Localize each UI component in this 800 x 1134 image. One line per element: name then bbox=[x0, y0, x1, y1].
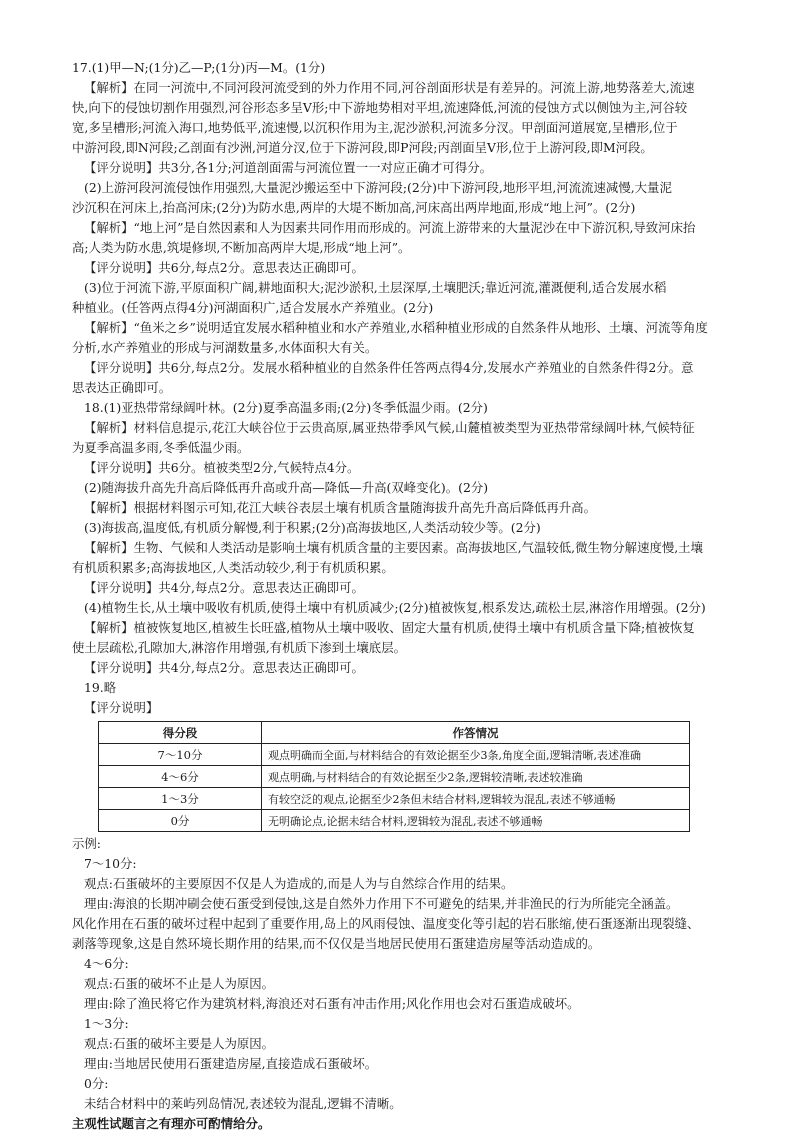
text-line: 理由:除了渔民将它作为建筑材料,海浪还对石蛋有冲击作用;风化作用也会对石蛋造成破坏。 bbox=[84, 996, 580, 1011]
text-line: 18.(1)亚热带常绿阔叶林。(2分)夏季高温多雨;(2分)冬季低温少雨。(2分) bbox=[84, 400, 488, 415]
text-line: 沙沉积在河床上,抬高河床;(2分)为防水患,两岸的大堤不断加高,河床高出两岸地面,形成“地上河”。(2分) bbox=[72, 200, 636, 215]
text-line: 19.略 bbox=[84, 680, 117, 695]
text-line: 示例: bbox=[72, 836, 101, 851]
score-segment: 7～10分 bbox=[99, 744, 262, 766]
text-line: 0分: bbox=[84, 1076, 109, 1091]
text-line: 17.(1)甲—N;(1分)乙—P;(1分)丙—M。(1分) bbox=[72, 60, 326, 75]
text-line: 【评分说明】共6分,每点2分。发展水稻种植业的自然条件任答两点得4分,发展水产养殖业的自然条件得2分。意 bbox=[84, 360, 694, 375]
text-line: 有机质积累多;高海拔地区,人类活动较少,利于有机质积累。 bbox=[72, 560, 394, 575]
text-line: 使土层疏松,孔隙加大,淋溶作用增强,有机质下渗到土壤底层。 bbox=[72, 640, 406, 655]
text-line: 未结合材料中的莱屿列岛情况,表述较为混乱,逻辑不清晰。 bbox=[84, 1096, 402, 1111]
text-line: 宽,多呈槽形;河流入海口,地势低平,流速慢,以沉积作用为主,泥沙淤积,河流多分汊。甲剖面河道展宽,呈槽形,位于 bbox=[72, 120, 678, 135]
text-line: 思表达正确即可。 bbox=[72, 380, 172, 395]
table-row bbox=[99, 810, 690, 832]
text-line: 【解析】“地上河”是自然因素和人为因素共同作用而形成的。河流上游带来的大量泥沙在中下游沉积,导致河床抬 bbox=[84, 220, 696, 235]
answer-description: 有较空泛的观点,论据至少2条但未结合材料,逻辑较为混乱,表述不够通畅 bbox=[262, 788, 690, 810]
score-segment: 4～6分 bbox=[99, 766, 262, 788]
text-line: (2)上游河段河流侵蚀作用强烈,大量泥沙搬运至中下游河段;(2分)中下游河段,地形平坦,河流流速减慢,大量泥 bbox=[84, 180, 672, 195]
text-line: 【解析】在同一河流中,不同河段河流受到的外力作用不同,河谷剖面形状是有差异的。河流上游,地势落差大,流速 bbox=[84, 80, 695, 95]
text-line: 观点:石蛋的破坏主要是人为原因。 bbox=[84, 1036, 275, 1051]
text-line: 【评分说明】共3分,各1分;河道剖面需与河流位置一一对应正确才可得分。 bbox=[84, 160, 492, 175]
text-line: 观点:石蛋破坏的主要原因不仅是人为造成的,而是人为与自然综合作用的结果。 bbox=[84, 876, 514, 891]
answer-key-page bbox=[72, 58, 712, 1134]
text-line: 分析,水产养殖业的形成与河湖数量多,水体面积大有关。 bbox=[72, 340, 378, 355]
text-line: 中游河段,即N河段;乙剖面有沙洲,河道分汊,位于下游河段,即P河段;丙剖面呈V形,位于上游河段,即M河段。 bbox=[72, 140, 653, 155]
header-score-segment: 得分段 bbox=[99, 722, 262, 744]
text-line: 【解析】生物、气候和人类活动是影响土壤有机质含量的主要因素。高海拔地区,气温较低,微生物分解速度慢,土壤 bbox=[84, 540, 703, 555]
text-line: 风化作用在石蛋的破坏过程中起到了重要作用,岛上的风雨侵蚀、温度变化等引起的岩石胀缩,使石蛋逐渐出现裂缝、 bbox=[72, 916, 700, 931]
text-line: 高;人类为防水患,筑堤修坝,不断加高两岸大堤,形成“地上河”。 bbox=[72, 240, 411, 255]
text-line: 【评分说明】 bbox=[84, 700, 159, 715]
text-line: 【解析】根据材料图示可知,花江大峡谷表层土壤有机质含量随海拔升高先升高后降低再升高。 bbox=[84, 500, 596, 515]
score-segment: 1～3分 bbox=[99, 788, 262, 810]
text-line: 剥落等现象,这是自然环境长期作用的结果,而不仅仅是当地居民使用石蛋建造房屋等活动造成的。 bbox=[72, 936, 601, 951]
text-line: 快,向下的侵蚀切割作用强烈,河谷形态多呈V形;中下游地势相对平坦,流速降低,河流的侵蚀方式以侧蚀为主,河谷较 bbox=[72, 100, 688, 115]
scoring-table-header-row bbox=[99, 722, 690, 744]
header-answer-situation: 作答情况 bbox=[262, 722, 690, 744]
text-line: (3)位于河流下游,平原面积广阔,耕地面积大;泥沙淤积,土层深厚,土壤肥沃;靠近河流,灌溉便利,适合发展水稻 bbox=[84, 280, 667, 295]
text-line: 理由:当地居民使用石蛋建造房屋,直接造成石蛋破坏。 bbox=[84, 1056, 378, 1071]
text-line: (3)海拔高,温度低,有机质分解慢,利于积累;(2分)高海拔地区,人类活动较少等。(2分) bbox=[84, 520, 541, 535]
text-line: 4～6分: bbox=[84, 956, 129, 971]
text-line: 为夏季高温多雨,冬季低温少雨。 bbox=[72, 440, 250, 455]
text-line: 【解析】材料信息提示,花江大峡谷位于云贵高原,属亚热带季风气候,山麓植被类型为亚热带常绿阔叶林,气候特征 bbox=[84, 420, 695, 435]
text-line: (4)植物生长,从土壤中吸收有机质,使得土壤中有机质减少;(2分)植被恢复,根系发达,疏松土层,淋溶作用增强。(2分) bbox=[84, 600, 706, 615]
text-line: 【评分说明】共6分。植被类型2分,气候特点4分。 bbox=[84, 460, 360, 475]
example-answers-block bbox=[72, 834, 712, 1134]
text-line: 【解析】“鱼米之乡”说明适宜发展水稻种植业和水产养殖业,水稻种植业形成的自然条件从地形、土壤、河流等角度 bbox=[84, 320, 708, 335]
table-row bbox=[99, 744, 690, 766]
text-line: 种植业。(任答两点得4分)河湖面积广,适合发展水产养殖业。(2分) bbox=[72, 300, 434, 315]
answer-description: 观点明确而全面,与材料结合的有效论据至少3条,角度全面,逻辑清晰,表述准确 bbox=[262, 744, 690, 766]
text-line: 观点:石蛋的破坏不止是人为原因。 bbox=[84, 976, 275, 991]
table-row bbox=[99, 788, 690, 810]
answer-description: 观点明确,与材料结合的有效论据至少2条,逻辑较清晰,表述较准确 bbox=[262, 766, 690, 788]
text-line: 理由:海浪的长期冲刷会使石蛋受到侵蚀,这是自然外力作用下不可避免的结果,并非渔民的行为所能完全涵盖。 bbox=[84, 896, 679, 911]
text-line: 【评分说明】共6分,每点2分。意思表达正确即可。 bbox=[84, 260, 364, 275]
scoring-table bbox=[98, 721, 690, 832]
table-row bbox=[99, 766, 690, 788]
text-line: 主观性试题言之有理亦可酌情给分。 bbox=[72, 1116, 271, 1131]
text-line: 【评分说明】共4分,每点2分。意思表达正确即可。 bbox=[84, 580, 364, 595]
text-line: 【评分说明】共4分,每点2分。意思表达正确即可。 bbox=[84, 660, 364, 675]
answer-text-block bbox=[72, 58, 712, 718]
text-line: 1～3分: bbox=[84, 1016, 129, 1031]
text-line: 【解析】植被恢复地区,植被生长旺盛,植物从土壤中吸收、固定大量有机质,使得土壤中有机质含量下降;植被恢复 bbox=[84, 620, 695, 635]
text-line: (2)随海拔升高先升高后降低再升高或升高—降低—升高(双峰变化)。(2分) bbox=[84, 480, 489, 495]
answer-description: 无明确论点,论据未结合材料,逻辑较为混乱,表述不够通畅 bbox=[262, 810, 690, 832]
text-line: 7～10分: bbox=[84, 856, 137, 871]
score-segment: 0分 bbox=[99, 810, 262, 832]
